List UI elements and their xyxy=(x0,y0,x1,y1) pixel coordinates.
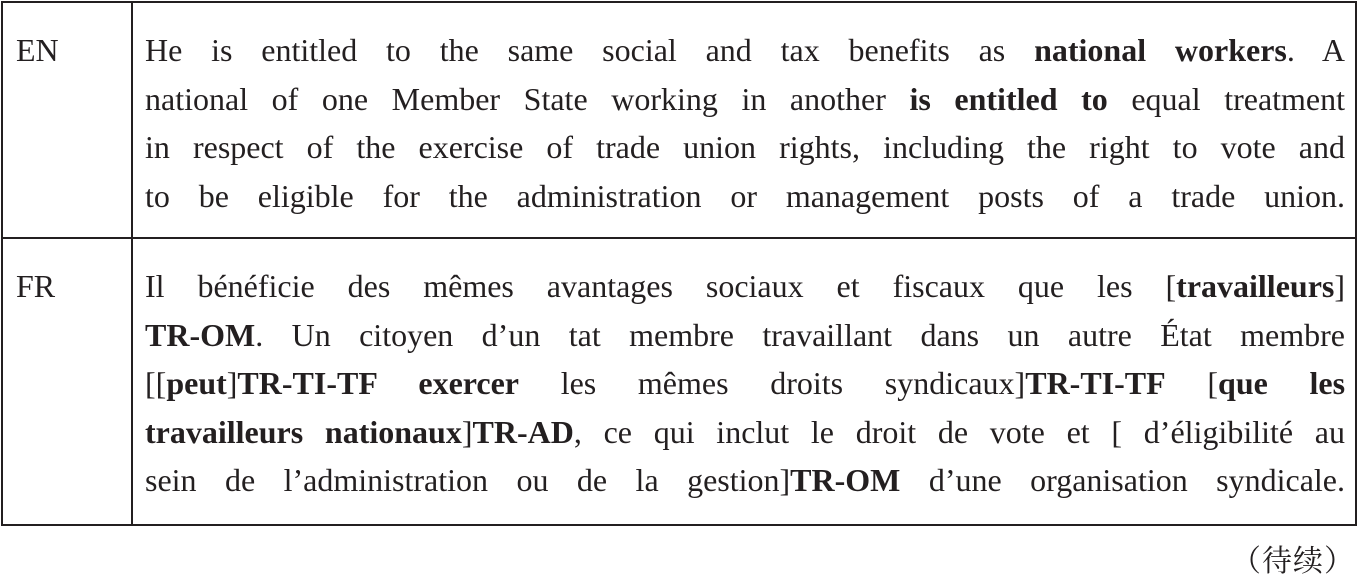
text-segment: . A xyxy=(1286,32,1346,68)
text-segment: , ce qui inclut le droit de vote et [ d’éligibilité au xyxy=(573,413,1346,450)
text-line xyxy=(145,456,1345,505)
bold-segment: TR-OM xyxy=(145,316,256,353)
text-segment: [[ xyxy=(145,365,167,401)
bold-segment: travailleurs nationaux xyxy=(145,413,462,450)
text-segment: sein de l’administration ou de la gestion] xyxy=(145,462,791,498)
bold-segment: TR-OM xyxy=(790,462,901,498)
bold-segment: TR-AD xyxy=(472,413,574,450)
bold-segment: peut xyxy=(166,365,227,401)
text-segment: to be eligible for the administration or management posts of a trade union. xyxy=(145,177,1345,214)
text-cell xyxy=(132,2,1356,238)
text-line xyxy=(145,123,1345,172)
continued-label: （待续） xyxy=(1231,544,1355,579)
text-segment: ] xyxy=(226,365,238,401)
text-segment: ] xyxy=(1334,268,1345,304)
text-segment: les mêmes droits syndicaux] xyxy=(519,365,1026,401)
table-body xyxy=(2,2,1356,525)
text-cell xyxy=(132,238,1356,525)
text-line xyxy=(145,262,1345,311)
text-line xyxy=(145,311,1345,360)
text-segment: in respect of the exercise of trade union rights, including the right to vote and xyxy=(145,129,1345,165)
table-row-en xyxy=(2,2,1356,238)
bilingual-comparison-table xyxy=(1,1,1357,526)
text-segment: national of one Member State working in another xyxy=(145,80,910,117)
text-segment: [ xyxy=(1165,365,1219,401)
text-segment: ] xyxy=(461,413,473,450)
bold-segment: is entitled to xyxy=(909,80,1108,117)
text-line xyxy=(145,408,1345,457)
table-row-fr xyxy=(2,238,1356,525)
text-line xyxy=(145,172,1345,221)
text-segment: Il bénéficie des mêmes avantages sociaux et fiscaux que les [ xyxy=(145,268,1177,304)
bold-segment: travailleurs xyxy=(1176,268,1335,304)
language-cell: FR xyxy=(2,238,132,525)
bold-segment: que les xyxy=(1218,365,1346,401)
language-cell: EN xyxy=(2,2,132,238)
text-segment: . Un citoyen d’un tat membre travaillant dans un autre État membre xyxy=(255,316,1345,353)
bold-segment: TR-TI-TF xyxy=(1025,365,1166,401)
text-line xyxy=(145,359,1345,408)
text-segment: equal treatment xyxy=(1107,80,1346,117)
bold-segment: TR-TI-TF exercer xyxy=(237,365,520,401)
text-segment: He is entitled to the same social and tax benefits as xyxy=(145,32,1035,68)
bold-segment: national workers xyxy=(1034,32,1287,68)
text-line xyxy=(145,26,1345,75)
text-segment: d’une organisation syndicale. xyxy=(900,462,1345,498)
text-line xyxy=(145,75,1345,124)
